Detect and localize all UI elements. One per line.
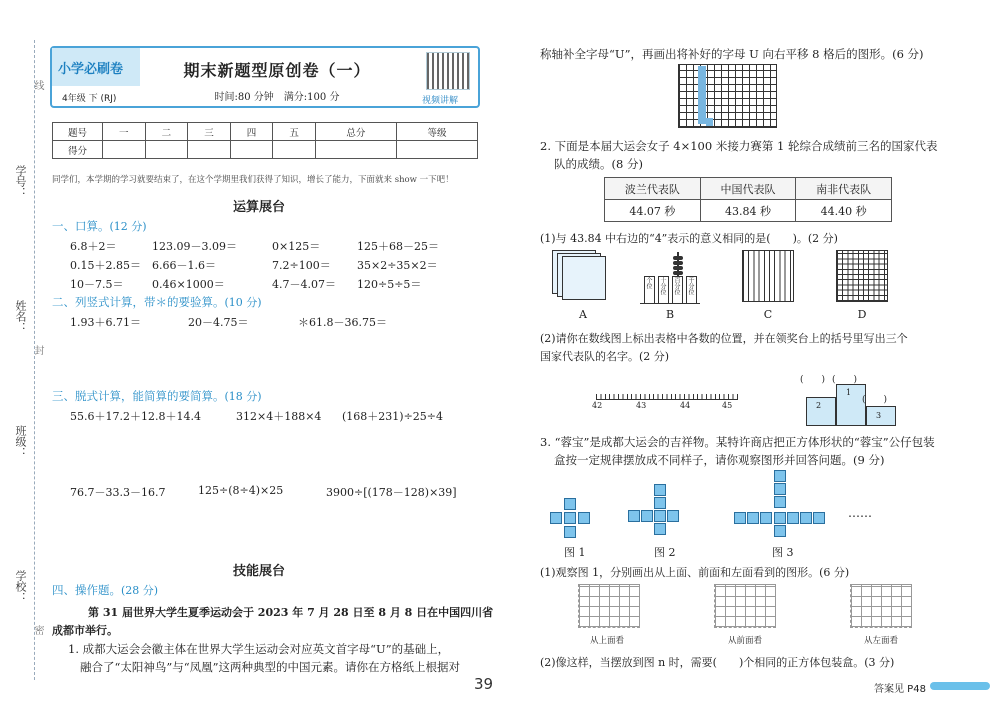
- option-b-label[interactable]: B: [665, 308, 675, 321]
- option-a-label[interactable]: A: [579, 308, 587, 321]
- q1-item: 4.7－4.07＝: [272, 278, 336, 291]
- view-grid-left[interactable]: [850, 584, 912, 628]
- answer-ref-bar: [930, 682, 990, 690]
- video-explain-label[interactable]: 视频讲解: [422, 96, 459, 106]
- podium-bracket[interactable]: ( ): [832, 375, 858, 385]
- score-cell[interactable]: [188, 141, 231, 159]
- q4-p1: 1. 成都大运会会徽主体在世界大学生运动会对应英文首字母“U”的基础上，: [68, 642, 450, 656]
- brand-name: 小学必刷卷: [58, 62, 124, 77]
- q2-title: 二、列竖式计算，带＊的要验算。(10 分): [52, 295, 262, 309]
- score-head-cell: 三: [188, 123, 231, 141]
- label-name: 姓名：: [14, 300, 27, 333]
- answer-ref: 答案见 P48: [874, 684, 926, 695]
- q4-3-sub1: (1)观察图 1，分别画出从上面、前面和左面看到的图形。(6 分): [540, 566, 850, 579]
- q1-item: 120÷5÷5＝: [357, 278, 422, 291]
- score-cell[interactable]: [103, 141, 146, 159]
- fig-label: 图 3: [772, 546, 794, 559]
- sequence-dots: ……: [848, 506, 872, 520]
- exam-meta: 时间:80 分钟 满分:100 分: [214, 92, 340, 103]
- q2-item: ＊61.8－36.75＝: [298, 316, 387, 329]
- q3-item: (168＋231)÷25÷4: [342, 410, 444, 423]
- q4-2-stem: 2. 下面是本届大运会女子 4×100 米接力赛第 1 轮综合成绩前三名的国家代表: [540, 139, 938, 153]
- team-time: 44.40 秒: [796, 200, 892, 222]
- exam-header: [50, 46, 480, 108]
- score-cell[interactable]: [315, 141, 396, 159]
- q1-item: 7.2÷100＝: [272, 259, 331, 272]
- q3-item: 125÷(8÷4)×25: [198, 484, 284, 497]
- q1-item: 6.8＋2＝: [70, 240, 117, 253]
- score-head-cell: 题号: [53, 123, 103, 141]
- q1-item: 0.15＋2.85＝: [70, 259, 141, 272]
- numline-tick: 45: [722, 401, 733, 410]
- view-label: 从前面看: [728, 636, 763, 646]
- option-a-figure[interactable]: [552, 250, 610, 302]
- team-time: 43.84 秒: [700, 200, 796, 222]
- binding-mark-mi: 密: [32, 625, 43, 635]
- team-head: 南非代表队: [796, 178, 892, 200]
- q4-2-stem: 队的成绩。(8 分): [554, 157, 643, 171]
- podium-bracket[interactable]: ( ): [800, 375, 826, 385]
- section-title-skills: 技能展台: [233, 564, 286, 579]
- q3-item: 312×4＋188×4: [236, 410, 322, 423]
- view-label: 从左面看: [864, 636, 899, 646]
- grid-paper-u[interactable]: [678, 64, 777, 128]
- figure-1-cubes: [550, 498, 600, 538]
- page-number: 39: [474, 675, 494, 693]
- score-head-cell: 一: [103, 123, 146, 141]
- q3-item: 3900÷[(178－128)×39]: [326, 486, 457, 499]
- q4-p1-cont: 称轴补全字母“U”，再画出将补好的字母 U 向右平移 8 格后的图形。(6 分): [540, 47, 924, 61]
- q4-intro: 第 31 届世界大学生夏季运动会于 2023 年 7 月 28 日至 8 月 8 日在中国四川省: [88, 606, 494, 619]
- q4-title: 四、操作题。(28 分): [52, 583, 159, 597]
- grade-label: 4年级 下 (RJ): [62, 94, 117, 104]
- team-head: 中国代表队: [700, 178, 796, 200]
- figure-2-cubes: [628, 484, 688, 538]
- binding-mark-xian: 线: [32, 80, 43, 90]
- q1-item: 123.09－3.09＝: [152, 240, 237, 253]
- view-grid-top[interactable]: [578, 584, 640, 628]
- score-table: [52, 122, 478, 159]
- figure-3-cubes: [734, 470, 834, 538]
- label-student-id: 学号：: [14, 165, 27, 198]
- q3-title: 三、脱式计算，能简算的要简算。(18 分): [52, 389, 262, 403]
- intro-note: 同学们，本学期的学习就要结束了，在这个学期里我们获得了知识，增长了能力，下面就来 show 一下吧！: [52, 175, 454, 185]
- q1-item: 125＋68－25＝: [357, 240, 439, 253]
- q4-2-sub2: 国家代表队的名字。(2 分): [540, 350, 670, 363]
- score-head-cell: 二: [145, 123, 188, 141]
- option-d-label[interactable]: D: [857, 308, 867, 321]
- label-school: 学校：: [14, 570, 27, 603]
- exam-title: 期末新题型原创卷（一）: [183, 61, 371, 80]
- section-title-calc: 运算展台: [233, 200, 286, 215]
- team-head: 波兰代表队: [605, 178, 701, 200]
- q4-p1: 融合了“太阳神鸟”与“凤凰”这两种典型的中国元素。请你在方格纸上根据对: [80, 660, 461, 674]
- score-head-cell: 总分: [315, 123, 396, 141]
- score-cell[interactable]: [273, 141, 316, 159]
- team-table: [604, 177, 892, 222]
- q1-item: 0×125＝: [272, 240, 321, 253]
- q1-item: 10－7.5＝: [70, 278, 124, 291]
- team-time: 44.07 秒: [605, 200, 701, 222]
- q1-item: 35×2÷35×2＝: [357, 259, 438, 272]
- q4-intro: 成都市举行。: [52, 624, 118, 637]
- q4-3-stem: 3. “蓉宝”是成都大运会的吉祥物。某特许商店把正方体形状的“蓉宝”公仔包装: [540, 435, 935, 449]
- score-row-label: 得分: [53, 141, 103, 159]
- score-head-cell: 等级: [396, 123, 477, 141]
- option-b-abacus[interactable]: 个位 十分位 百分位 千分位: [640, 250, 700, 304]
- q4-3-stem: 盒按一定规律摆放成不同样子，请你观察图形并回答问题。(9 分): [554, 453, 885, 467]
- numline-tick: 44: [680, 401, 691, 410]
- q1-item: 0.46×1000＝: [152, 278, 225, 291]
- qr-code[interactable]: [426, 52, 470, 90]
- q2-item: 20－4.75＝: [188, 316, 249, 329]
- numline-tick: 43: [636, 401, 647, 410]
- u-shape-half: [698, 66, 706, 124]
- option-d-figure[interactable]: [836, 250, 888, 302]
- q3-item: 55.6＋17.2＋12.8＋14.4: [70, 410, 201, 423]
- q4-2-sub1: (1)与 43.84 中右边的“4”表示的意义相同的是( )。(2 分): [540, 232, 838, 245]
- u-shape-half: [706, 118, 713, 126]
- view-label: 从上面看: [590, 636, 625, 646]
- option-c-figure[interactable]: [742, 250, 794, 302]
- q1-title: 一、口算。(12 分): [52, 219, 147, 233]
- view-grid-front[interactable]: [714, 584, 776, 628]
- option-c-label[interactable]: C: [763, 308, 773, 321]
- score-head-cell: 五: [273, 123, 316, 141]
- fig-label: 图 1: [564, 546, 586, 559]
- score-cell[interactable]: [145, 141, 188, 159]
- score-head-cell: 四: [230, 123, 273, 141]
- q4-3-sub2: (2)像这样，当摆放到图 n 时，需要( )个相同的正方体包装盒。(3 分): [540, 656, 895, 669]
- podium-bracket[interactable]: ( ): [862, 395, 888, 405]
- number-line[interactable]: [596, 388, 738, 400]
- label-class: 班级：: [14, 425, 27, 458]
- numline-tick: 42: [592, 401, 603, 410]
- score-cell[interactable]: [396, 141, 477, 159]
- binding-line: [34, 40, 35, 680]
- q2-item: 1.93＋6.71＝: [70, 316, 141, 329]
- podium: 2 1 3: [806, 384, 896, 426]
- q4-2-sub2: (2)请你在数线图上标出表格中各数的位置，并在领奖台上的括号里写出三个: [540, 332, 908, 345]
- brand-block: [52, 48, 140, 86]
- score-cell[interactable]: [230, 141, 273, 159]
- fig-label: 图 2: [654, 546, 676, 559]
- binding-mark-feng: 封: [32, 345, 43, 355]
- q3-item: 76.7－33.3－16.7: [70, 486, 166, 499]
- q1-item: 6.66－1.6＝: [152, 259, 216, 272]
